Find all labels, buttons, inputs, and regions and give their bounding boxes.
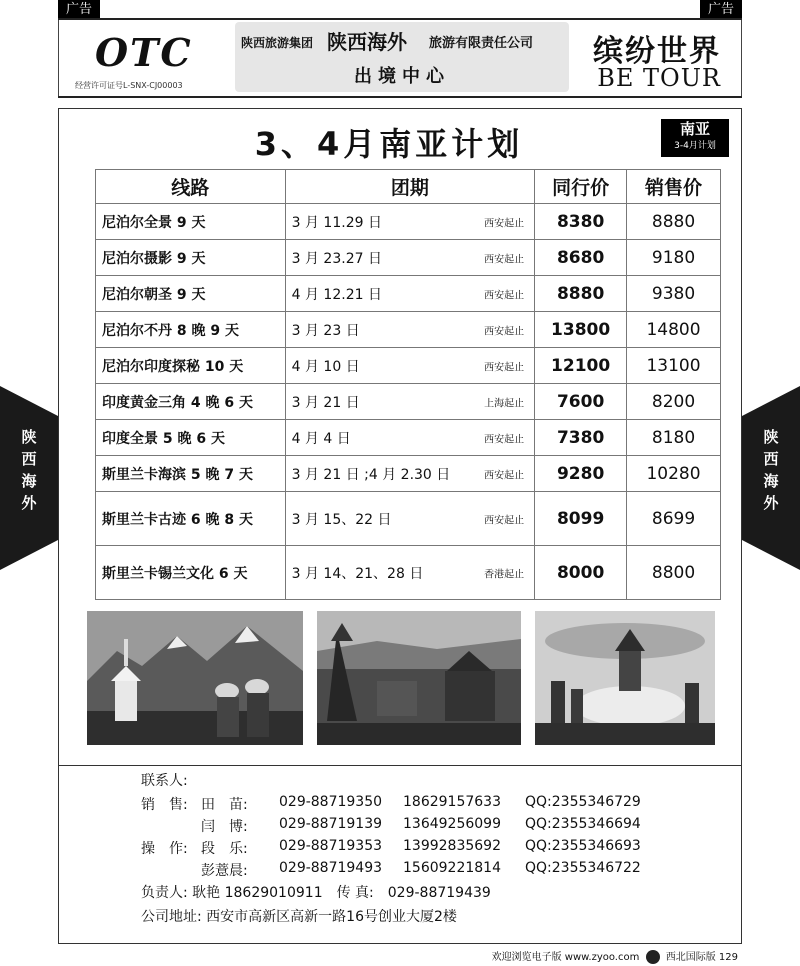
sale-price-cell: 9180 [627, 240, 721, 276]
table-row [96, 276, 721, 312]
side-tab-char: 海 [21, 472, 37, 490]
date-text: 3 月 14、21、28 日 [291, 565, 424, 582]
departure-text: 西安起止 [484, 326, 525, 337]
region-tag-label: 南亚 [679, 120, 710, 138]
side-tab-char: 西 [21, 450, 37, 468]
column-header-sale-price: 销售价 [627, 170, 721, 204]
sale-price-cell: 13100 [627, 348, 721, 384]
date-cell [285, 420, 535, 456]
table-row [96, 348, 721, 384]
contact-row [141, 794, 701, 814]
contact-heading: 联系人: [141, 773, 188, 789]
contact-tel: 029-88719493 [279, 860, 383, 876]
plan-title: 3、4月南亚计划 [254, 125, 524, 163]
contact-tel: 029-88719350 [279, 794, 383, 810]
contact-manager: 负责人: 耿艳 18629010911 传 真: 029-88719439 [141, 885, 491, 901]
side-tab-char: 陕 [763, 428, 779, 446]
agency-group: 陕西旅游集团 [241, 36, 314, 50]
brand-en: BE TOUR [597, 64, 721, 92]
contact-address: 公司地址: 西安市高新区高新一路16号创业大厦2楼 [141, 909, 457, 925]
table-row [96, 204, 721, 240]
date-cell [285, 492, 535, 546]
contact-name: 闫 博: [201, 819, 248, 835]
photo-nepal-temples [317, 611, 521, 745]
sale-price-cell: 8800 [627, 546, 721, 600]
trade-price-cell: 12100 [535, 348, 627, 384]
agency-department: 出境中心 [354, 66, 450, 87]
column-header-route: 线路 [96, 170, 286, 204]
sale-price-cell: 8699 [627, 492, 721, 546]
date-text: 3 月 21 日 ;4 月 2.30 日 [291, 466, 451, 483]
trade-price-cell: 8380 [535, 204, 627, 240]
photo-strip [87, 611, 715, 747]
otc-logo: OTC [95, 30, 193, 75]
table-row [96, 546, 721, 600]
route-cell: 斯里兰卡海滨 5 晚 7 天 [96, 456, 286, 492]
contact-name: 田 苗: [201, 797, 248, 813]
contact-tel: 029-88719139 [279, 816, 383, 832]
sale-price-cell: 9380 [627, 276, 721, 312]
trade-price-cell: 13800 [535, 312, 627, 348]
date-cell [285, 546, 535, 600]
column-header-date: 团期 [285, 170, 535, 204]
sale-price-cell: 8880 [627, 204, 721, 240]
trade-price-cell: 7380 [535, 420, 627, 456]
table-row [96, 312, 721, 348]
departure-text: 香港起止 [484, 569, 525, 580]
contact-name: 段 乐: [201, 841, 248, 857]
date-cell [285, 312, 535, 348]
contact-mobile: 13992835692 [403, 838, 501, 854]
route-cell: 斯里兰卡古迹 6 晚 8 天 [96, 492, 286, 546]
sale-price-cell: 8200 [627, 384, 721, 420]
contact-mobile: 13649256099 [403, 816, 501, 832]
date-cell [285, 240, 535, 276]
photo-himalaya-stupa [87, 611, 303, 745]
price-table [95, 169, 721, 600]
trade-price-cell: 8000 [535, 546, 627, 600]
date-text: 4 月 4 日 [291, 430, 351, 447]
trade-price-cell: 8099 [535, 492, 627, 546]
contact-qq: QQ:2355346722 [525, 860, 641, 876]
page-footer [492, 948, 738, 964]
trade-price-cell: 9280 [535, 456, 627, 492]
agency-banner [235, 22, 569, 92]
departure-text: 西安起止 [484, 515, 525, 526]
header [58, 18, 742, 98]
contact-qq: QQ:2355346694 [525, 816, 641, 832]
contact-qq: QQ:2355346693 [525, 838, 641, 854]
side-tab-char: 西 [763, 450, 779, 468]
contact-role: 操 作: [141, 841, 188, 857]
date-cell [285, 384, 535, 420]
side-tab-char: 陕 [21, 428, 37, 446]
sale-price-cell: 10280 [627, 456, 721, 492]
contact-row [141, 860, 701, 880]
ad-label-left: 广告 [58, 0, 100, 20]
departure-text: 上海起止 [484, 398, 525, 409]
contact-mobile: 15609221814 [403, 860, 501, 876]
sale-price-cell: 14800 [627, 312, 721, 348]
route-cell: 印度全景 5 晚 6 天 [96, 420, 286, 456]
contact-section [58, 766, 742, 944]
table-row [96, 456, 721, 492]
route-cell: 尼泊尔不丹 8 晚 9 天 [96, 312, 286, 348]
region-tag-sub: 3-4月计划 [674, 141, 716, 151]
plan-section [58, 108, 742, 766]
date-text: 3 月 23 日 [291, 322, 360, 339]
date-cell [285, 204, 535, 240]
table-row [96, 492, 721, 546]
route-cell: 尼泊尔全景 9 天 [96, 204, 286, 240]
trade-price-cell: 8880 [535, 276, 627, 312]
publisher-logo-icon [646, 950, 660, 964]
date-cell [285, 276, 535, 312]
departure-text: 西安起止 [484, 290, 525, 301]
region-tag [661, 119, 729, 157]
table-row [96, 420, 721, 456]
contact-role: 销 售: [141, 797, 188, 813]
date-cell [285, 348, 535, 384]
table-header-row [96, 170, 721, 204]
departure-text: 西安起止 [484, 362, 525, 373]
agency-company: 旅游有限责任公司 [429, 36, 534, 51]
date-text: 3 月 11.29 日 [291, 214, 382, 231]
route-cell: 尼泊尔印度探秘 10 天 [96, 348, 286, 384]
route-cell: 斯里兰卡锡兰文化 6 天 [96, 546, 286, 600]
contact-name: 彭薏晨: [201, 863, 248, 879]
side-tab-char: 外 [21, 494, 37, 512]
table-row [96, 384, 721, 420]
brand-cn: 缤纷世界 [593, 34, 721, 69]
departure-text: 西安起止 [484, 254, 525, 265]
date-text: 3 月 15、22 日 [291, 511, 392, 528]
date-text: 3 月 21 日 [291, 394, 360, 411]
table-row [96, 240, 721, 276]
ad-label-right: 广告 [700, 0, 742, 20]
side-tab-right [742, 386, 800, 570]
column-header-trade-price: 同行价 [535, 170, 627, 204]
departure-text: 西安起止 [484, 434, 525, 445]
contact-row [141, 838, 701, 858]
route-cell: 尼泊尔朝圣 9 天 [96, 276, 286, 312]
footer-website: 欢迎浏览电子版 www.zyoo.com [491, 952, 640, 963]
departure-text: 西安起止 [484, 470, 525, 481]
date-text: 3 月 23.27 日 [291, 250, 382, 267]
contact-row [141, 816, 701, 836]
contact-tel: 029-88719353 [279, 838, 383, 854]
route-cell: 尼泊尔摄影 9 天 [96, 240, 286, 276]
side-tab-left [0, 386, 58, 570]
date-text: 4 月 10 日 [291, 358, 360, 375]
trade-price-cell: 7600 [535, 384, 627, 420]
date-text: 4 月 12.21 日 [291, 286, 382, 303]
side-tab-char: 外 [763, 494, 779, 512]
contact-mobile: 18629157633 [403, 794, 501, 810]
route-cell: 印度黄金三角 4 晚 6 天 [96, 384, 286, 420]
date-cell [285, 456, 535, 492]
license-number: 经营许可证号L-SNX-CJ00003 [75, 81, 183, 90]
side-tab-char: 海 [763, 472, 779, 490]
photo-swayambhunath [535, 611, 715, 745]
trade-price-cell: 8680 [535, 240, 627, 276]
agency-name: 陕西海外 [327, 30, 407, 54]
contact-qq: QQ:2355346729 [525, 794, 641, 810]
footer-page: 西北国际版 129 [665, 952, 738, 963]
departure-text: 西安起止 [484, 218, 525, 229]
sale-price-cell: 8180 [627, 420, 721, 456]
